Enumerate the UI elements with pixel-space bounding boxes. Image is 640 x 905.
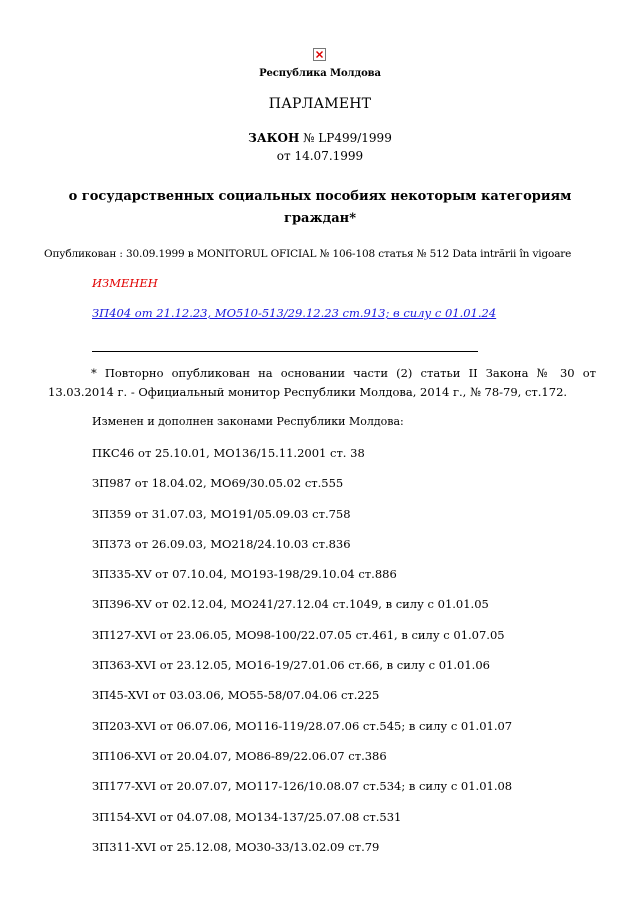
law-number-line [0,131,640,145]
republication-note: * Повторно опубликован на основании части (2) статьи II Закона № 30 от 13.03.2014 г. - Официальный монитор Республики Молдова, 2014 г., № 78-79, ст.172. [48,366,596,399]
amendment-link[interactable]: ЗП404 от 21.12.23, MO510-513/29.12.23 ст.913; в силу с 01.01.24 [92,306,497,320]
law-date: от 14.07.1999 [276,149,364,163]
law-label: ЗАКОН [248,131,300,145]
country-name: Республика Молдова [259,68,381,79]
amendment-item: ЗП203-XVI от 06.07.06, MO116-119/28.07.06 ст.545; в силу с 01.01.07 [92,718,513,733]
amendment-item: ЗП127-XVI от 23.06.05, MO98-100/22.07.05 ст.461, в силу с 01.07.05 [92,627,505,642]
separator-line [92,351,478,352]
amendment-item: ЗП396-XV от 02.12.04, MO241/27.12.04 ст.1049, в силу с 01.01.05 [92,597,489,612]
amendment-item: ЗП177-XVI от 20.07.07, MO117-126/10.08.07 ст.534; в силу с 01.01.08 [92,779,513,794]
amendment-item: ЗП106-XVI от 20.04.07, MO86-89/22.06.07 ст.386 [92,748,387,763]
amendments-heading: Изменен и дополнен законами Республики Молдова: [92,415,404,428]
law-number: № LP499/1999 [299,131,392,145]
amendment-item: ЗП987 от 18.04.02, MO69/30.05.02 ст.555 [92,476,344,491]
amendment-item: ЗП154-XVI от 04.07.08, MO134-137/25.07.08 ст.531 [92,809,402,824]
publication-info: Опубликован : 30.09.1999 в MONITORUL OFICIAL № 106-108 статья № 512 Data intrării în vigoare [44,248,572,260]
amendments-list [92,446,512,870]
broken-image-icon [313,48,326,61]
amendment-item: ЗП363-XVI от 23.12.05, MO16-19/27.01.06 ст.66, в силу с 01.01.06 [92,658,490,673]
amendment-item: ЗП335-XV от 07.10.04, MO193-198/29.10.04 ст.886 [92,567,397,582]
amendment-item: ПКС46 от 25.10.01, MO136/15.11.2001 ст. 38 [92,446,365,460]
amendment-item: ЗП311-XVI от 25.12.08, MO30-33/13.02.09 ст.79 [92,839,380,854]
amendment-item: ЗП359 от 31.07.03, MO191/05.09.03 ст.758 [92,506,351,521]
changed-status: ИЗМЕНЕН [92,276,158,290]
parliament-heading: ПАРЛАМЕНТ [268,96,372,112]
amendment-item: ЗП45-XVI от 03.03.06, MO55-58/07.04.06 ст.225 [92,688,380,703]
amendment-item: ЗП373 от 26.09.03, MO218/24.10.03 ст.836 [92,536,351,551]
document-title: о государственных социальных пособиях некоторым категориям граждан* [68,189,572,226]
